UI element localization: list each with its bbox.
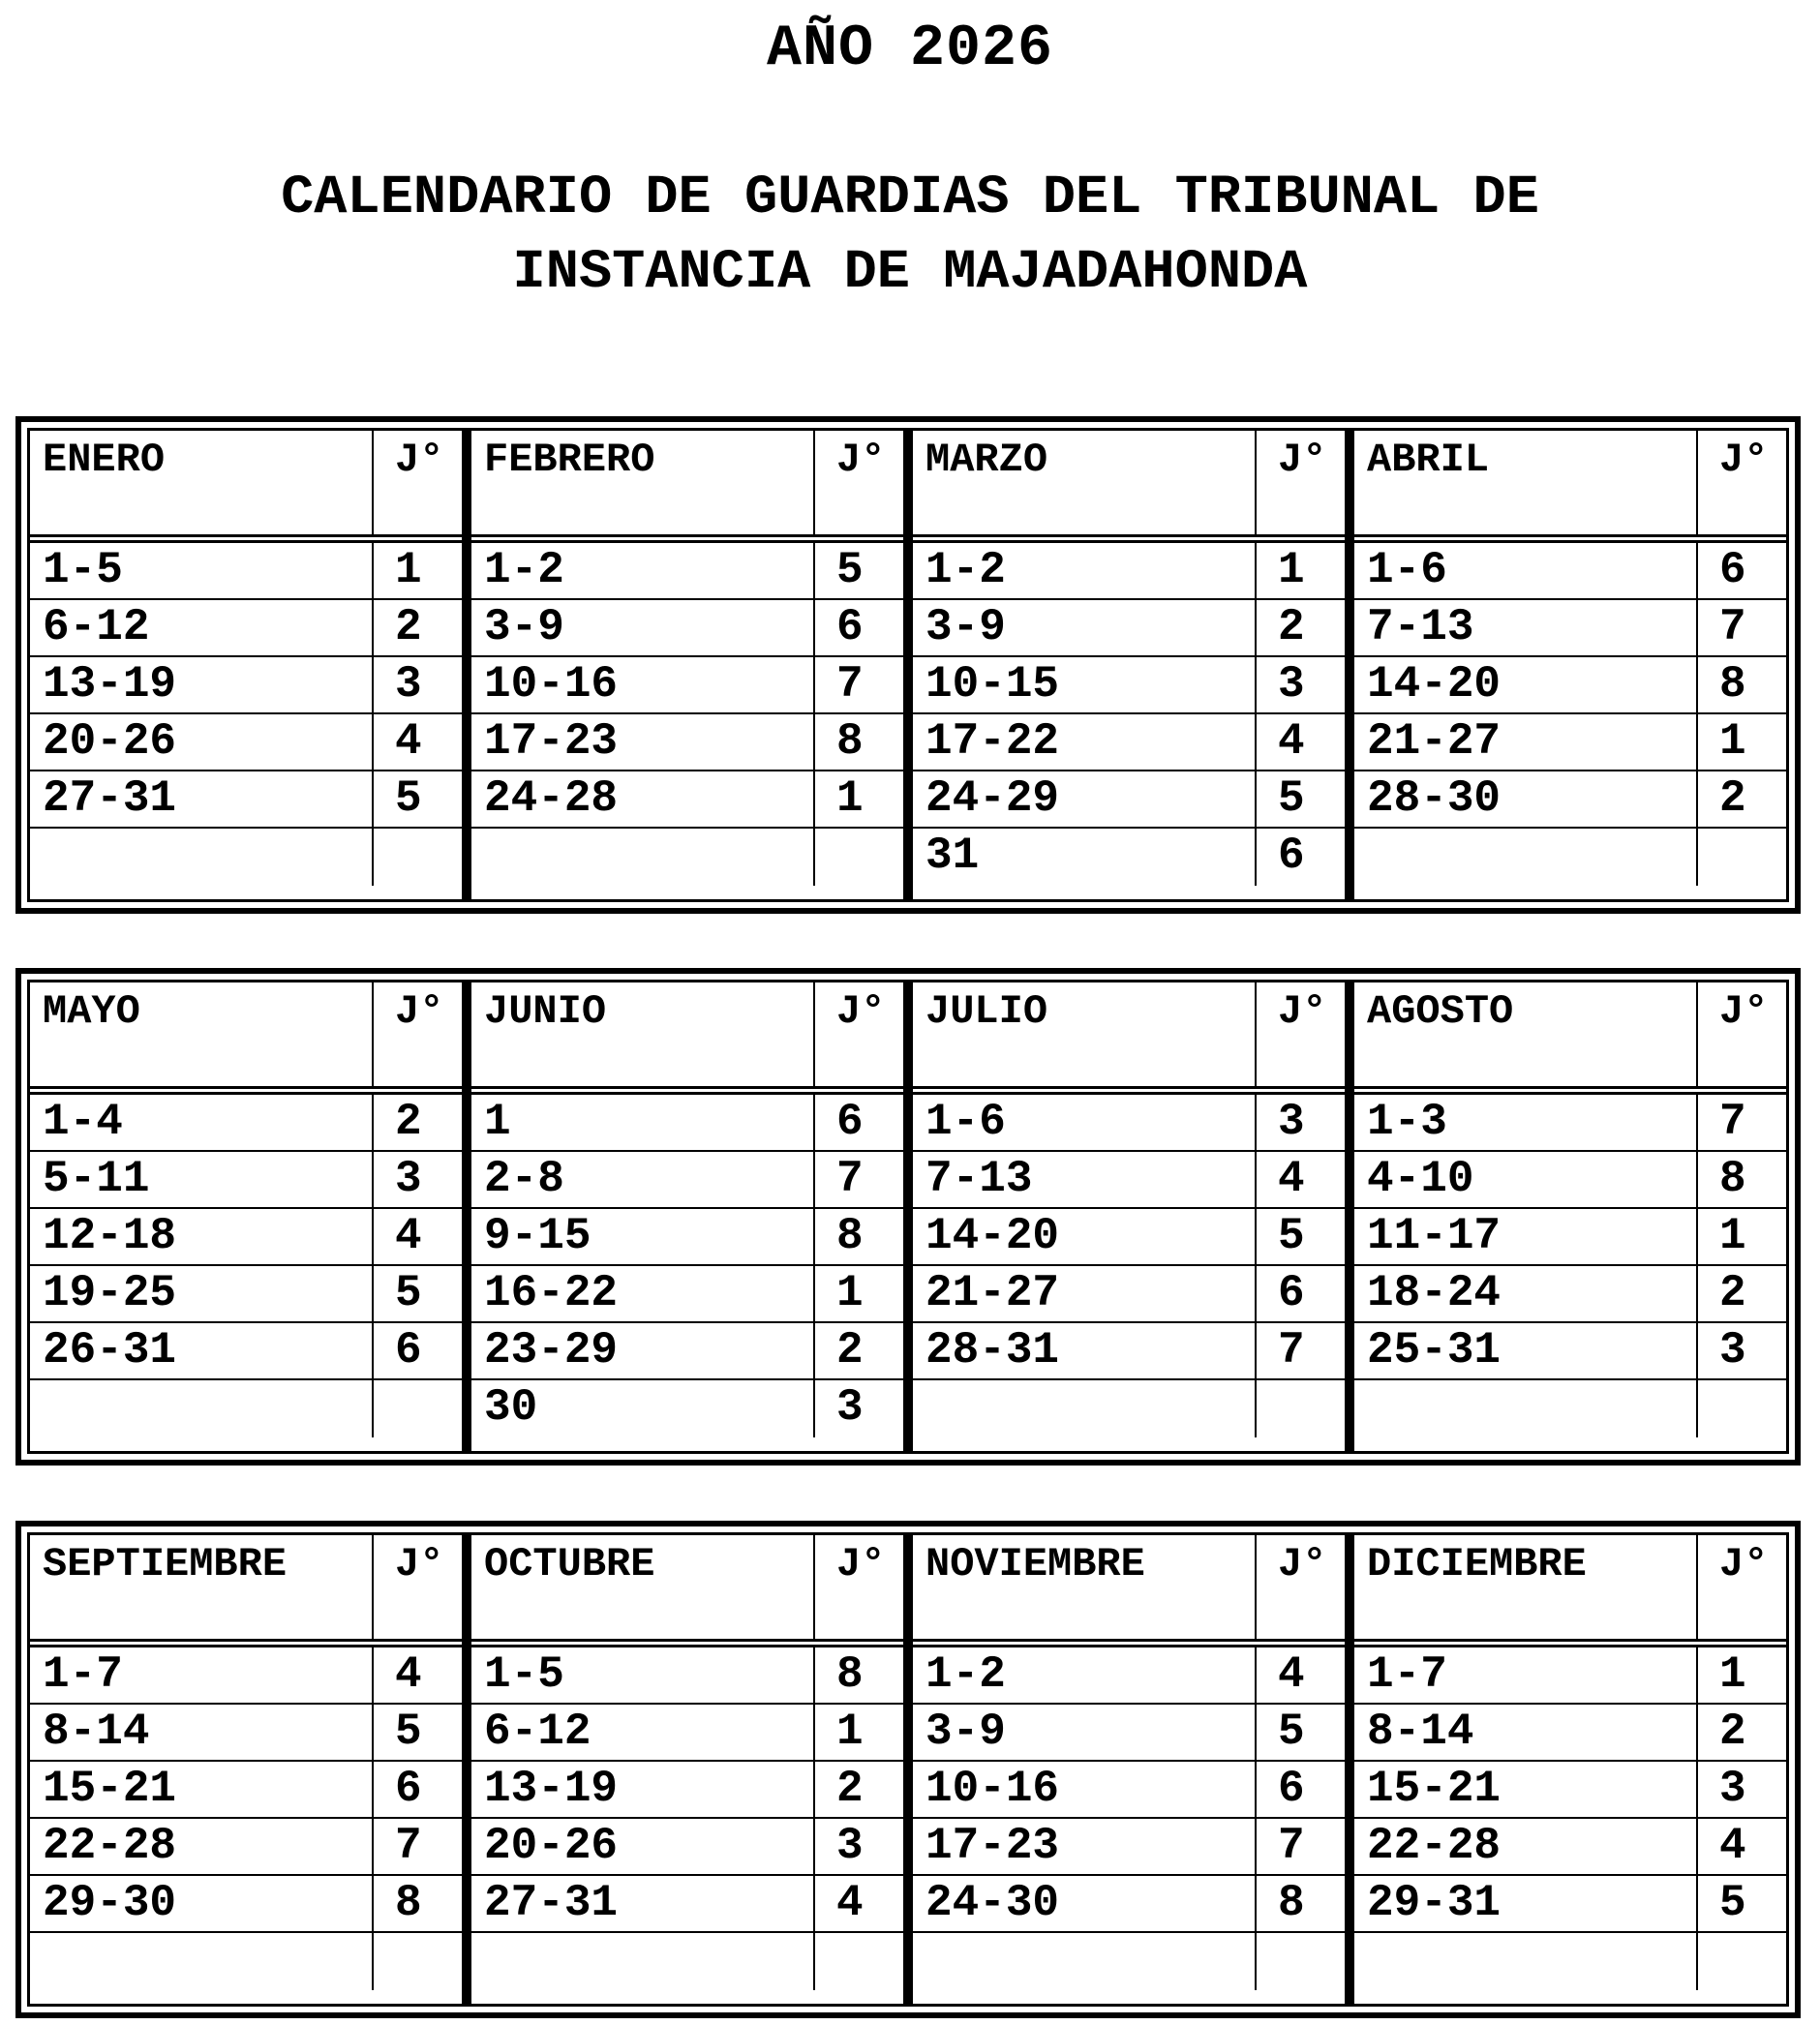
- table-row: [1354, 1152, 1786, 1209]
- table-row: [913, 657, 1345, 714]
- table-row: [471, 1819, 903, 1876]
- table-row: [30, 657, 462, 714]
- date-range-cell: 1-4: [30, 1095, 374, 1150]
- table-row: [471, 1762, 903, 1819]
- court-number-cell: 6: [1719, 545, 1746, 595]
- date-range-cell: 6-12: [471, 1705, 815, 1760]
- court-number-header: J°: [395, 988, 444, 1035]
- month-table: [903, 982, 1345, 1451]
- court-number-cell: 8: [395, 1878, 422, 1928]
- month-table: [462, 431, 903, 899]
- court-number-cell: 3: [1719, 1325, 1746, 1375]
- court-number-cell: [815, 1933, 903, 1990]
- court-number-cell: 5: [395, 773, 422, 824]
- table-row: [471, 1705, 903, 1762]
- court-number-cell: 8: [836, 1649, 864, 1700]
- table-row: [1354, 1762, 1786, 1819]
- court-number-cell: 4: [836, 1878, 864, 1928]
- date-range-cell: 6-12: [30, 600, 374, 655]
- court-number-cell: [374, 1380, 462, 1437]
- month-header-row: [913, 1535, 1345, 1647]
- table-row: [1354, 1266, 1786, 1323]
- table-row: [913, 1819, 1345, 1876]
- month-table: [1345, 1535, 1786, 2004]
- court-number-cell: [815, 829, 903, 886]
- table-row: [30, 1933, 462, 1990]
- court-number-cell: 5: [1278, 773, 1305, 824]
- month-name: FEBRERO: [471, 431, 815, 534]
- table-row: [471, 829, 903, 886]
- date-range-cell: 1-6: [913, 1095, 1257, 1150]
- court-number-cell: 6: [1278, 1764, 1305, 1814]
- table-row: [1354, 1876, 1786, 1933]
- date-range-cell: 1-6: [1354, 543, 1698, 598]
- court-number-cell: 2: [1719, 773, 1746, 824]
- date-range-cell: 14-20: [1354, 657, 1698, 712]
- court-number-cell: 1: [395, 545, 422, 595]
- court-number-cell: 5: [1719, 1878, 1746, 1928]
- year-title: AÑO 2026: [766, 16, 1054, 82]
- date-range-cell: 20-26: [471, 1819, 815, 1874]
- table-row: [913, 1380, 1345, 1437]
- court-number-cell: 1: [1719, 1649, 1746, 1700]
- court-number-cell: 5: [836, 545, 864, 595]
- table-row: [30, 1647, 462, 1705]
- date-range-cell: 28-30: [1354, 771, 1698, 827]
- date-range-cell: 1-3: [1354, 1095, 1698, 1150]
- title-line-2: INSTANCIA DE MAJADAHONDA: [512, 242, 1308, 304]
- court-number-cell: 2: [1278, 602, 1305, 652]
- month-name: MARZO: [913, 431, 1257, 534]
- table-row: [913, 543, 1345, 600]
- table-row: [471, 1323, 903, 1380]
- date-range-cell: 8-14: [1354, 1705, 1698, 1760]
- table-row: [1354, 543, 1786, 600]
- date-range-cell: 7-13: [913, 1152, 1257, 1207]
- month-header-row: [1354, 431, 1786, 543]
- month-table: [903, 431, 1345, 899]
- court-number-header: J°: [395, 1541, 444, 1587]
- court-number-cell: 6: [395, 1325, 422, 1375]
- month-header-row: [471, 431, 903, 543]
- month-name: SEPTIEMBRE: [30, 1535, 374, 1639]
- date-range-cell: 22-28: [1354, 1819, 1698, 1874]
- date-range-cell: 18-24: [1354, 1266, 1698, 1321]
- date-range-cell: 3-9: [913, 1705, 1257, 1760]
- date-range-cell: 16-22: [471, 1266, 815, 1321]
- table-row: [30, 1209, 462, 1266]
- date-range-cell: [471, 829, 815, 886]
- court-number-cell: 3: [1719, 1764, 1746, 1814]
- table-row: [1354, 657, 1786, 714]
- court-number-cell: 6: [1278, 831, 1305, 881]
- date-range-cell: 24-29: [913, 771, 1257, 827]
- table-row: [913, 714, 1345, 771]
- date-range-cell: 17-23: [471, 714, 815, 770]
- court-number-cell: 1: [836, 773, 864, 824]
- date-range-cell: 1-5: [30, 543, 374, 598]
- court-number-header: J°: [1278, 1541, 1327, 1587]
- date-range-cell: 25-31: [1354, 1323, 1698, 1378]
- date-range-cell: 11-17: [1354, 1209, 1698, 1264]
- month-header-row: [30, 1535, 462, 1647]
- table-row: [471, 1152, 903, 1209]
- date-range-cell: [1354, 1380, 1698, 1437]
- court-number-cell: 7: [395, 1821, 422, 1871]
- month-header-row: [1354, 1535, 1786, 1647]
- month-table: [903, 1535, 1345, 2004]
- table-row: [913, 1647, 1345, 1705]
- date-range-cell: 17-23: [913, 1819, 1257, 1874]
- month-name: JULIO: [913, 982, 1257, 1086]
- date-range-cell: 22-28: [30, 1819, 374, 1874]
- date-range-cell: 1-7: [1354, 1647, 1698, 1703]
- month-name: DICIEMBRE: [1354, 1535, 1698, 1639]
- table-row: [1354, 1705, 1786, 1762]
- title-line-1: CALENDARIO DE GUARDIAS DEL TRIBUNAL DE: [281, 167, 1539, 229]
- date-range-cell: 27-31: [471, 1876, 815, 1931]
- court-number-cell: [1257, 1933, 1345, 1990]
- date-range-cell: 27-31: [30, 771, 374, 827]
- date-range-cell: 19-25: [30, 1266, 374, 1321]
- court-number-cell: 7: [1278, 1821, 1305, 1871]
- date-range-cell: 9-15: [471, 1209, 815, 1264]
- month-header-row: [30, 431, 462, 543]
- date-range-cell: 21-27: [1354, 714, 1698, 770]
- court-number-cell: 4: [395, 716, 422, 767]
- month-table: [30, 431, 462, 899]
- table-row: [1354, 1380, 1786, 1437]
- date-range-cell: 1-5: [471, 1647, 815, 1703]
- court-number-cell: 8: [836, 1211, 864, 1261]
- table-row: [30, 829, 462, 886]
- court-number-cell: 3: [1278, 1097, 1305, 1147]
- table-row: [1354, 1323, 1786, 1380]
- month-table: [1345, 982, 1786, 1451]
- date-range-cell: 24-30: [913, 1876, 1257, 1931]
- table-row: [913, 1933, 1345, 1990]
- table-row: [913, 1762, 1345, 1819]
- court-number-header: J°: [1278, 437, 1327, 483]
- date-range-cell: 24-28: [471, 771, 815, 827]
- court-number-cell: 4: [1719, 1821, 1746, 1871]
- table-row: [1354, 1209, 1786, 1266]
- date-range-cell: 20-26: [30, 714, 374, 770]
- calendar-block-table: [27, 1532, 1789, 2007]
- court-number-cell: 7: [1719, 1097, 1746, 1147]
- table-row: [1354, 714, 1786, 771]
- table-row: [30, 600, 462, 657]
- court-number-cell: 6: [836, 602, 864, 652]
- court-number-header: J°: [836, 437, 886, 483]
- court-number-cell: [374, 829, 462, 886]
- table-row: [471, 657, 903, 714]
- table-row: [1354, 771, 1786, 829]
- court-number-cell: [1257, 1380, 1345, 1437]
- date-range-cell: 1-2: [471, 543, 815, 598]
- court-number-cell: 4: [1278, 1154, 1305, 1204]
- court-number-cell: 6: [395, 1764, 422, 1814]
- court-number-header: J°: [1719, 437, 1769, 483]
- date-range-cell: 1: [471, 1095, 815, 1150]
- month-header-row: [913, 431, 1345, 543]
- date-range-cell: 13-19: [471, 1762, 815, 1817]
- date-range-cell: [471, 1933, 815, 1990]
- court-number-cell: [374, 1933, 462, 1990]
- month-header-row: [471, 982, 903, 1095]
- month-name: AGOSTO: [1354, 982, 1698, 1086]
- court-number-header: J°: [836, 1541, 886, 1587]
- date-range-cell: 1-2: [913, 1647, 1257, 1703]
- month-header-row: [30, 982, 462, 1095]
- table-row: [471, 1095, 903, 1152]
- table-row: [913, 1095, 1345, 1152]
- date-range-cell: 7-13: [1354, 600, 1698, 655]
- month-header-row: [913, 982, 1345, 1095]
- date-range-cell: [30, 1380, 374, 1437]
- date-range-cell: 10-16: [913, 1762, 1257, 1817]
- court-number-cell: 3: [836, 1382, 864, 1433]
- table-row: [913, 771, 1345, 829]
- calendar-block-3: [15, 1521, 1801, 2018]
- court-number-cell: 4: [395, 1211, 422, 1261]
- date-range-cell: [913, 1933, 1257, 1990]
- court-number-cell: 6: [836, 1097, 864, 1147]
- table-row: [1354, 1647, 1786, 1705]
- table-row: [30, 1152, 462, 1209]
- date-range-cell: 10-15: [913, 657, 1257, 712]
- court-number-cell: 5: [395, 1268, 422, 1318]
- table-row: [30, 1380, 462, 1437]
- court-number-cell: 8: [836, 716, 864, 767]
- date-range-cell: [1354, 829, 1698, 886]
- table-row: [30, 714, 462, 771]
- court-number-cell: 4: [1278, 1649, 1305, 1700]
- month-name: JUNIO: [471, 982, 815, 1086]
- month-table: [462, 982, 903, 1451]
- table-row: [913, 1266, 1345, 1323]
- month-table: [1345, 431, 1786, 899]
- table-row: [1354, 600, 1786, 657]
- court-number-cell: 3: [836, 1821, 864, 1871]
- court-number-cell: 8: [1278, 1878, 1305, 1928]
- month-name: OCTUBRE: [471, 1535, 815, 1639]
- table-row: [30, 543, 462, 600]
- table-row: [30, 1819, 462, 1876]
- date-range-cell: 14-20: [913, 1209, 1257, 1264]
- court-number-cell: 2: [1719, 1268, 1746, 1318]
- court-number-cell: 5: [395, 1707, 422, 1757]
- court-number-cell: 3: [395, 1154, 422, 1204]
- document-title: [0, 162, 1820, 311]
- table-row: [471, 543, 903, 600]
- court-number-cell: 2: [836, 1325, 864, 1375]
- table-row: [913, 1323, 1345, 1380]
- table-row: [471, 1647, 903, 1705]
- court-number-cell: 1: [836, 1268, 864, 1318]
- date-range-cell: 29-31: [1354, 1876, 1698, 1931]
- court-number-cell: 1: [836, 1707, 864, 1757]
- table-row: [471, 600, 903, 657]
- month-name: NOVIEMBRE: [913, 1535, 1257, 1639]
- table-row: [30, 1323, 462, 1380]
- date-range-cell: 13-19: [30, 657, 374, 712]
- date-range-cell: 17-22: [913, 714, 1257, 770]
- date-range-cell: 31: [913, 829, 1257, 886]
- court-number-cell: 5: [1278, 1707, 1305, 1757]
- table-row: [913, 1152, 1345, 1209]
- court-number-cell: 7: [836, 1154, 864, 1204]
- date-range-cell: 26-31: [30, 1323, 374, 1378]
- table-row: [913, 600, 1345, 657]
- table-row: [30, 1095, 462, 1152]
- table-row: [1354, 1933, 1786, 1990]
- date-range-cell: [30, 829, 374, 886]
- date-range-cell: 28-31: [913, 1323, 1257, 1378]
- month-name: ABRIL: [1354, 431, 1698, 534]
- court-number-cell: 2: [395, 602, 422, 652]
- date-range-cell: 5-11: [30, 1152, 374, 1207]
- month-table: [30, 1535, 462, 2004]
- month-table: [30, 982, 462, 1451]
- court-number-header: J°: [1278, 988, 1327, 1035]
- court-number-cell: 7: [836, 659, 864, 710]
- table-row: [471, 1876, 903, 1933]
- date-range-cell: 12-18: [30, 1209, 374, 1264]
- table-row: [471, 1380, 903, 1437]
- calendar-block-2: [15, 968, 1801, 1466]
- court-number-cell: 1: [1719, 1211, 1746, 1261]
- month-header-row: [1354, 982, 1786, 1095]
- calendar-block-1: [15, 416, 1801, 914]
- table-row: [1354, 829, 1786, 886]
- table-row: [30, 1762, 462, 1819]
- court-number-cell: 8: [1719, 659, 1746, 710]
- table-row: [913, 829, 1345, 886]
- month-header-row: [471, 1535, 903, 1647]
- date-range-cell: [913, 1380, 1257, 1437]
- date-range-cell: 4-10: [1354, 1152, 1698, 1207]
- table-row: [913, 1876, 1345, 1933]
- table-row: [471, 771, 903, 829]
- table-row: [30, 1266, 462, 1323]
- table-row: [913, 1705, 1345, 1762]
- court-number-cell: 7: [1719, 602, 1746, 652]
- date-range-cell: 1-2: [913, 543, 1257, 598]
- court-number-header: J°: [1719, 1541, 1769, 1587]
- month-name: MAYO: [30, 982, 374, 1086]
- date-range-cell: [30, 1933, 374, 1990]
- table-row: [30, 1705, 462, 1762]
- month-table: [462, 1535, 903, 2004]
- court-number-cell: [1698, 1380, 1786, 1437]
- date-range-cell: [1354, 1933, 1698, 1990]
- date-range-cell: 23-29: [471, 1323, 815, 1378]
- table-row: [913, 1209, 1345, 1266]
- court-number-cell: 2: [836, 1764, 864, 1814]
- table-row: [471, 1266, 903, 1323]
- court-number-cell: 8: [1719, 1154, 1746, 1204]
- table-row: [1354, 1095, 1786, 1152]
- court-number-cell: 4: [395, 1649, 422, 1700]
- table-row: [471, 1209, 903, 1266]
- court-number-header: J°: [395, 437, 444, 483]
- court-number-header: J°: [836, 988, 886, 1035]
- calendar-block-table: [27, 980, 1789, 1454]
- date-range-cell: 3-9: [471, 600, 815, 655]
- date-range-cell: 15-21: [1354, 1762, 1698, 1817]
- date-range-cell: 8-14: [30, 1705, 374, 1760]
- court-number-cell: 1: [1719, 716, 1746, 767]
- date-range-cell: 21-27: [913, 1266, 1257, 1321]
- date-range-cell: 2-8: [471, 1152, 815, 1207]
- table-row: [471, 1933, 903, 1990]
- date-range-cell: 15-21: [30, 1762, 374, 1817]
- court-number-cell: 7: [1278, 1325, 1305, 1375]
- court-number-cell: 1: [1278, 545, 1305, 595]
- table-row: [471, 714, 903, 771]
- court-number-cell: [1698, 1933, 1786, 1990]
- month-name: ENERO: [30, 431, 374, 534]
- court-number-cell: 3: [395, 659, 422, 710]
- date-range-cell: 3-9: [913, 600, 1257, 655]
- date-range-cell: 30: [471, 1380, 815, 1437]
- court-number-cell: 3: [1278, 659, 1305, 710]
- date-range-cell: 10-16: [471, 657, 815, 712]
- date-range-cell: 1-7: [30, 1647, 374, 1703]
- table-row: [30, 771, 462, 829]
- court-number-header: J°: [1719, 988, 1769, 1035]
- date-range-cell: 29-30: [30, 1876, 374, 1931]
- court-number-cell: 2: [395, 1097, 422, 1147]
- table-row: [1354, 1819, 1786, 1876]
- table-row: [30, 1876, 462, 1933]
- court-number-cell: 5: [1278, 1211, 1305, 1261]
- court-number-cell: 4: [1278, 716, 1305, 767]
- court-number-cell: 2: [1719, 1707, 1746, 1757]
- court-number-cell: [1698, 829, 1786, 886]
- court-number-cell: 6: [1278, 1268, 1305, 1318]
- calendar-block-table: [27, 428, 1789, 902]
